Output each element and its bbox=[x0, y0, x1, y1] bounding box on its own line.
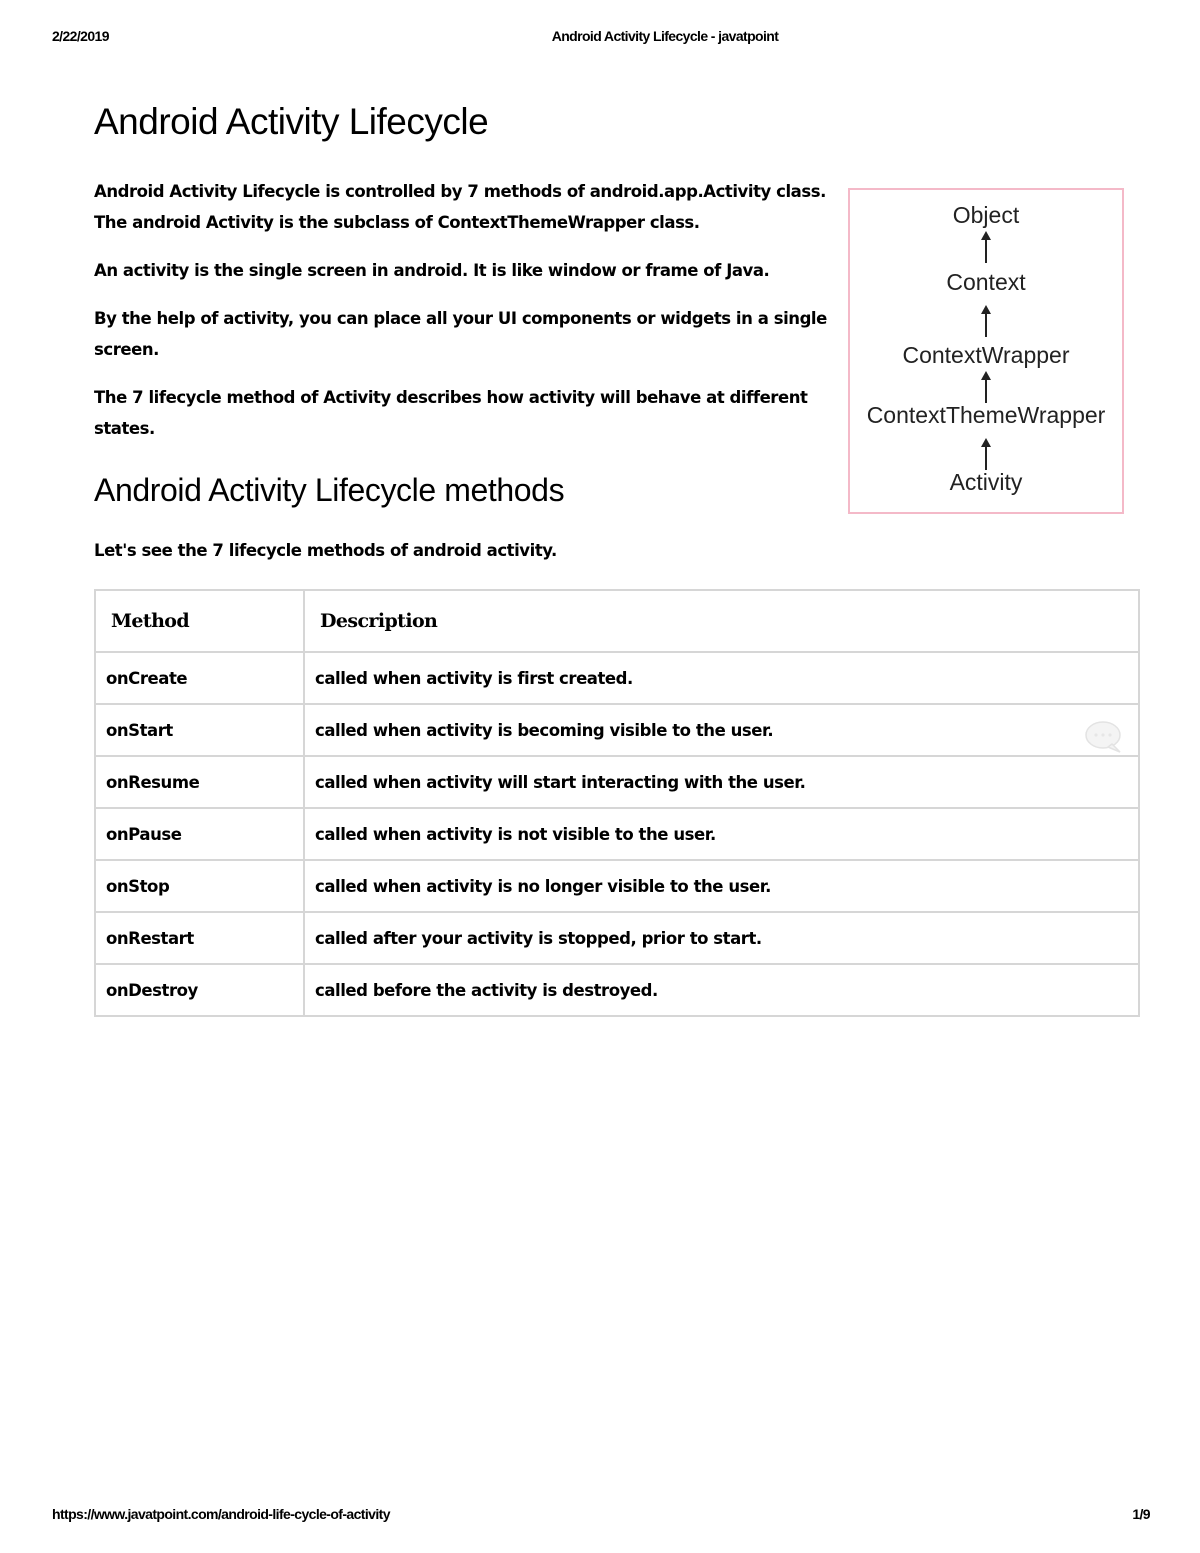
print-header bbox=[0, 28, 1200, 52]
intro-rest: is controlled by 7 methods of android.app.Activity class. The android Activity is the subclass of ContextThemeWrapper class. bbox=[94, 182, 826, 232]
hierarchy-node-object: Object bbox=[952, 202, 1020, 228]
method-description: called before the activity is destroyed. bbox=[304, 964, 1139, 1016]
method-name: onStop bbox=[95, 860, 304, 912]
up-arrow-icon bbox=[976, 305, 996, 337]
table-row bbox=[95, 912, 1139, 964]
method-name: onDestroy bbox=[95, 964, 304, 1016]
method-name: onPause bbox=[95, 808, 304, 860]
method-description: called after your activity is stopped, prior to start. bbox=[304, 912, 1139, 964]
method-name: onStart bbox=[95, 704, 304, 756]
hierarchy-node-contextthemewrapper: ContextThemeWrapper bbox=[866, 402, 1106, 428]
intro-paragraph-3: By the help of activity, you can place all your UI components or widgets in a single screen. bbox=[94, 309, 827, 359]
table-row bbox=[95, 652, 1139, 704]
table-row bbox=[95, 704, 1139, 756]
intro-paragraph-1 bbox=[94, 176, 834, 238]
intro-text bbox=[94, 176, 834, 461]
intro-paragraph-2: An activity is the single screen in android. It is like window or frame of Java. bbox=[94, 261, 770, 280]
print-footer bbox=[0, 1506, 1200, 1530]
method-description: called when activity is not visible to the user. bbox=[304, 808, 1139, 860]
hierarchy-node-activity: Activity bbox=[949, 469, 1023, 495]
column-header-method: Method bbox=[95, 590, 304, 652]
print-date: 2/22/2019 bbox=[52, 28, 109, 44]
table-row bbox=[95, 808, 1139, 860]
up-arrow-icon bbox=[976, 438, 996, 470]
print-page-title: Android Activity Lifecycle - javatpoint bbox=[551, 28, 779, 44]
chat-bubble-icon[interactable] bbox=[1082, 719, 1122, 755]
page-title: Android Activity Lifecycle bbox=[94, 101, 489, 142]
class-hierarchy-diagram bbox=[848, 188, 1124, 514]
column-header-description: Description bbox=[304, 590, 1139, 652]
method-description: called when activity is becoming visible to the user. bbox=[315, 720, 774, 740]
hierarchy-node-contextwrapper: ContextWrapper bbox=[902, 342, 1070, 368]
up-arrow-icon bbox=[976, 231, 996, 263]
method-description: called when activity will start interacting with the user. bbox=[304, 756, 1139, 808]
page-number: 1/9 bbox=[1132, 1506, 1150, 1522]
method-description: called when activity is no longer visible to the user. bbox=[304, 860, 1139, 912]
table-row bbox=[95, 860, 1139, 912]
table-row bbox=[95, 756, 1139, 808]
intro-lead: Android Activity Lifecycle bbox=[94, 182, 320, 201]
method-name: onCreate bbox=[95, 652, 304, 704]
method-name: onRestart bbox=[95, 912, 304, 964]
lifecycle-methods-table bbox=[94, 589, 1140, 1017]
intro-paragraph-4: The 7 lifecycle method of Activity describes how activity will behave at different states. bbox=[94, 388, 808, 438]
method-description-cell bbox=[304, 704, 1139, 756]
page-url[interactable]: https://www.javatpoint.com/android-life-cycle-of-activity bbox=[52, 1506, 390, 1522]
method-name: onResume bbox=[95, 756, 304, 808]
table-header-row bbox=[95, 590, 1139, 652]
table-row bbox=[95, 964, 1139, 1016]
up-arrow-icon bbox=[976, 371, 996, 403]
section-title: Android Activity Lifecycle methods bbox=[94, 472, 565, 508]
section-intro: Let's see the 7 lifecycle methods of android activity. bbox=[94, 541, 557, 560]
method-description: called when activity is first created. bbox=[304, 652, 1139, 704]
hierarchy-node-context: Context bbox=[946, 269, 1026, 295]
